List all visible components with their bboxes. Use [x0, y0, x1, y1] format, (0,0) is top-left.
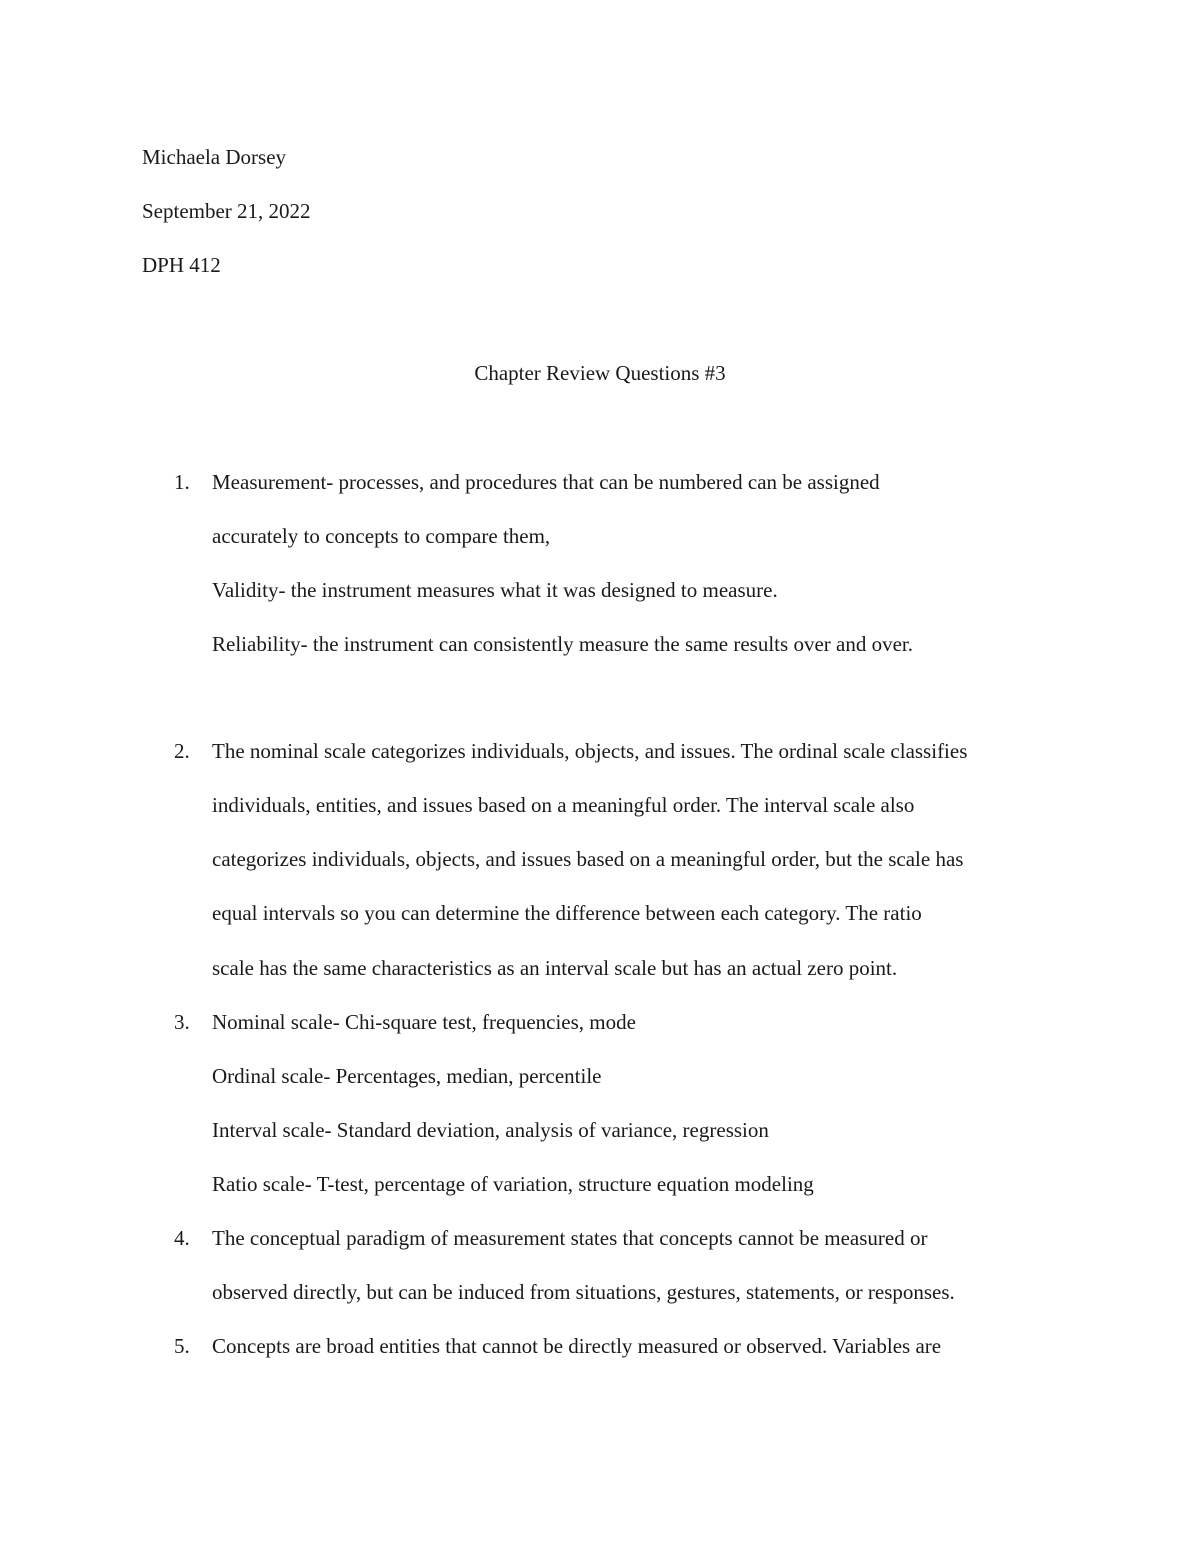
course-code: DPH 412 — [142, 253, 221, 277]
list-item-number: 2. — [174, 739, 190, 763]
list-item-line: Nominal scale- Chi-square test, frequencies, mode — [212, 1010, 636, 1034]
list-item-number: 5. — [174, 1334, 190, 1358]
list-item-line: accurately to concepts to compare them, — [212, 524, 551, 548]
list-item-number: 4. — [174, 1226, 190, 1250]
list-item-line: categorizes individuals, objects, and issues based on a meaningful order, but the scale has — [212, 847, 964, 871]
list-item-number: 3. — [174, 1010, 190, 1034]
list-item-line: scale has the same characteristics as an interval scale but has an actual zero point. — [212, 956, 898, 980]
list-item-line: observed directly, but can be induced from situations, gestures, statements, or responses. — [212, 1280, 955, 1304]
list-item-line: individuals, entities, and issues based on a meaningful order. The interval scale also — [212, 793, 915, 817]
list-item-line: equal intervals so you can determine the difference between each category. The ratio — [212, 901, 922, 925]
author-name: Michaela Dorsey — [142, 145, 287, 169]
list-item-line: Measurement- processes, and procedures that can be numbered can be assigned — [212, 470, 880, 494]
page-title: Chapter Review Questions #3 — [474, 361, 726, 385]
list-item-line: Reliability- the instrument can consistently measure the same results over and over. — [212, 632, 913, 656]
list-item-line: The nominal scale categorizes individuals, objects, and issues. The ordinal scale classifies — [212, 739, 968, 763]
list-item-line: Ordinal scale- Percentages, median, percentile — [212, 1064, 602, 1088]
list-item-line: Ratio scale- T-test, percentage of variation, structure equation modeling — [212, 1172, 814, 1196]
list-item-line: Interval scale- Standard deviation, analysis of variance, regression — [212, 1118, 769, 1142]
list-item-number: 1. — [174, 470, 190, 494]
document-date: September 21, 2022 — [142, 199, 311, 223]
list-item-line: Validity- the instrument measures what it was designed to measure. — [212, 578, 778, 602]
list-item-line: The conceptual paradigm of measurement states that concepts cannot be measured or — [212, 1226, 928, 1250]
list-item-line: Concepts are broad entities that cannot be directly measured or observed. Variables are — [212, 1334, 942, 1358]
